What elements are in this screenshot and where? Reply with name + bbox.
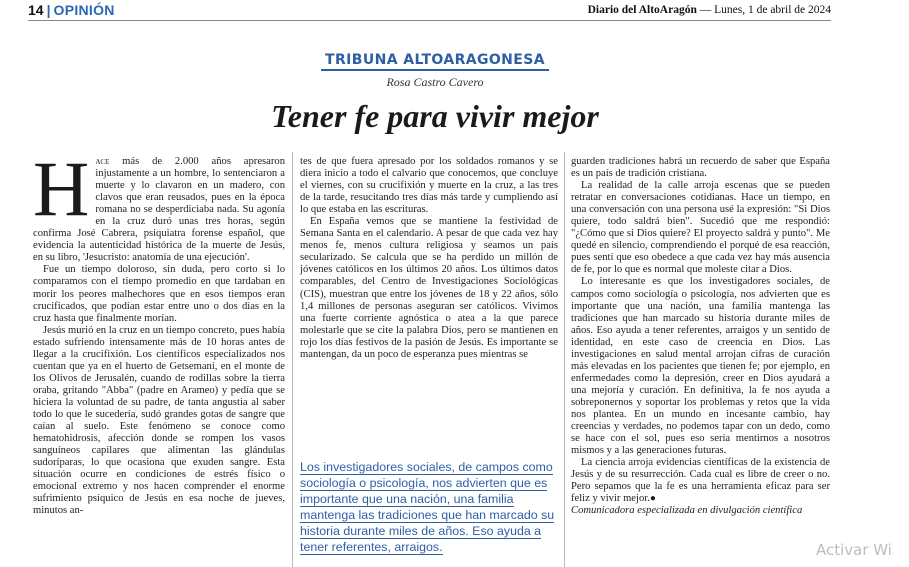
headline: Tener fe para vivir mejor — [271, 98, 599, 134]
pull-quote-text: Los investigadores sociales, de campos como sociología o psicología, nos advierten que es importante que una nación, una familia mantenga las tradiciones que han marcado su historia durante miles de años. Eso ayuda a tener referentes, arraigos. — [300, 460, 555, 554]
page-header — [28, 0, 831, 20]
paragraph: En España vemos que se mantiene la festividad de Semana Santa en el calendario. A pesar de que cada vez hay menos fe, menos cultura religiosa y seamos un país secularizado. Se calcula que se ha perdido un millón de jóvenes católicos en los últimos 20 años. Los últimos datos comparables, del Centro de Investigaciones Sociológicas (CIS), muestran que entre los jóvenes de 18 y 22 años, sólo 1,4 millones de personas aseguran ser católicos. Vivimos una fuerte corriente agnóstica o atea a la que parece molestarle que se cite la palabra Dios, pero se mantienen en rojo los días festivos de la pasión de Jesús. Es importante se mantengan, da un poco de esperanza pues mientras se — [300, 216, 558, 360]
drop-cap: H — [33, 145, 90, 232]
issue-date: Lunes, 1 de abril de 2024 — [714, 4, 831, 16]
masthead-date — [588, 4, 831, 16]
column-divider — [564, 152, 565, 567]
lead-paragraph — [33, 145, 285, 264]
closing-paragraph — [571, 457, 830, 517]
paragraph: tes de que fuera apresado por los soldados romanos y se diera inicio a todo el calvario que conocemos, que concluye el viernes, con su crucifixión y muerte en la cruz, a las tres de la tarde, resucitando tres días más tarde y cumpliendo así lo que estaba en las escrituras. — [300, 156, 558, 216]
paragraph: La ciencia arroja evidencias científicas de la existencia de Jesús y de su resurrección. Cada cual es libre de creer o no. Pero sepamos que la fe es una herramienta eficaz para ser feliz y vivir mejor. — [571, 457, 830, 505]
dash: — — [696, 4, 715, 16]
end-mark-icon: ● — [649, 493, 656, 505]
header-separator: | — [46, 2, 51, 18]
page-number: 14 — [28, 2, 44, 18]
lead-smallcaps: ace — [95, 156, 110, 167]
paragraph: Jesús murió en la cruz en un tiempo concreto, pues había estado sufriendo intensamente más de 10 horas antes de llegar a la crucifixión. Los científicos especializados nos cuentan que ya en el huerto de Getsemaní, en el monte de los Olivos de Jerusalén, cuando de rodillas sobre la tierra oraba, gritando "Abba" (padre en Arameo) y pedía que se hiciera la voluntad de su padre, de tanta angustia al saber todo lo que le sucedería, sudó grandes gotas de sangre que caían al suelo. Este fenómeno se conoce como hematohidrosis, afección donde se rompen los vasos sanguíneos capilares que alimentan las glándulas sudoríparas, lo que ocasiona que exuden sangre. Esta situación ocurre en condiciones de estrés físico o emocional extremo y nos hacen comprender el enorme sufrimiento psíquico de Jesús en esa noche de jueves, minutos an- — [33, 324, 285, 517]
article-column-2 — [300, 156, 558, 361]
column-divider — [292, 152, 293, 567]
kicker-text: TRIBUNA ALTOARAGONESA — [321, 52, 549, 71]
paragraph: Fue un tiempo doloroso, sin duda, pero corto si lo comparamos con el tiempo promedio en que tardaban en morir los peores malhechores que en esos tiempos eran crucificados, que podían estar entre uno o dos días en la cruz hasta que finalmente morían. — [33, 264, 285, 324]
article-column-1 — [33, 145, 285, 517]
author-signature: Comunicadora especializada en divulgación científica — [571, 505, 803, 517]
pull-quote — [300, 459, 558, 555]
page-section-label — [28, 2, 115, 18]
article-column-3 — [571, 156, 830, 517]
paragraph: Lo interesante es que los investigadores sociales, de campos como sociología o psicología, nos advierten que es importante que una nación, una familia mantenga las tradiciones que han marcado su historia durante miles de años. Eso ayuda a tener referentes, arraigos y un sentido de identidad, en este caso de creencia en Dios. Las investigaciones en salud mental arrojan cifras de curación más elevadas en los pacientes que tienen fe; por ejemplo, en enfermedades como la depresión, creer en Dios ayudará a una mejoría y curación. En definitiva, la fe nos ayuda a sobreponernos y soportar los problemas y retos que la vida nos plantea. En un mundo en incesante cambio, hay creencias y verdades, no podemos tapar con un dedo, como se hace con el sol, pues eso sería mentirnos a nosotros mismos y a las generaciones futuras. — [571, 276, 830, 457]
kicker — [310, 52, 560, 71]
section-name: OPINIÓN — [53, 2, 115, 18]
paragraph: La realidad de la calle arroja escenas que se pueden retratar en conversaciones cotidianas. Hace un tiempo, en una conversación con una persona usé la expresión: "Si Dios quiere, todo saldrá bien". Sucedió que me respondió: "¿Cómo que si Dios quiere? El proyecto saldrá y punto". Me quedé en silencio, comprendiendo el porqué de esa reacción, pues sentí que eso obedece a que cada vez hay más ausencia de fe, por lo que es normal que moleste citar a Dios. — [571, 180, 830, 276]
newspaper-name: Diario del AltoAragón — [587, 4, 697, 16]
paragraph: guarden tradiciones habrá un recuerdo de saber que España es un país de tradición cristiana. — [571, 156, 830, 180]
header-rule — [28, 20, 831, 21]
paragraph: más de 2.000 años apresaron injustamente a un hombre, lo sentenciaron a muerte y lo clavaron en un madero, con clavos que eran reusados, pues en la época romana no se desperdiciaba nada. Su agonía en la cruz duró unas tres horas, según confirma José Cabrera, psiquiatra forense español, que evidencia la autenticidad histórica de la muerte de Jesús, en su libro, 'Jesucristo: anatomía de una ejecución'. — [33, 156, 285, 264]
activation-watermark: Activar Wi — [816, 541, 892, 559]
author-byline: Rosa Castro Cavero — [386, 75, 484, 89]
